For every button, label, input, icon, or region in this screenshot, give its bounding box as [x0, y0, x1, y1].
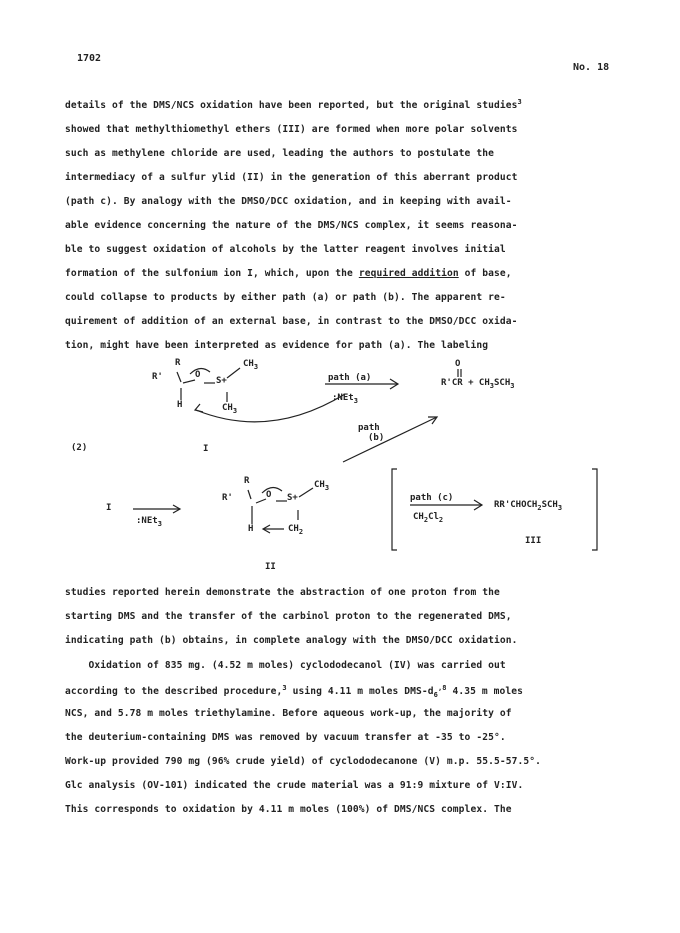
bond	[183, 380, 195, 383]
body-line: quirement of addition of an external base, in contrast to the DMSO/DCC oxida-	[65, 316, 518, 327]
curved-arrow	[262, 487, 282, 493]
right-bracket	[592, 469, 597, 550]
body-line: ble to suggest oxidation of alcohols by the latter reagent involves initial	[65, 244, 506, 255]
body-line: Work-up provided 790 mg (96% crude yield) of cyclododecanone (V) m.p. 55.5-57.5°.	[65, 756, 541, 767]
body-line: the deuterium-containing DMS was removed by vacuum transfer at -35 to -25°.	[65, 732, 506, 743]
body-line: This corresponds to oxidation by 4.11 m moles (100%) of DMS/NCS complex. The	[65, 804, 512, 815]
product-III: $RR'CHOCH_2SCH_3$	[494, 500, 563, 512]
oxygen-label: O	[195, 370, 201, 380]
bond	[256, 499, 266, 503]
methyl-label: $CH_3$	[314, 480, 330, 492]
body-line: could collapse to products by either path (a) or path (b). The apparent re-	[65, 292, 506, 303]
body-line: Oxidation of 835 mg. (4.52 m moles) cyclododecanol (IV) was carried out	[65, 660, 506, 671]
methylene-label: $CH_2$	[288, 524, 304, 536]
body-line: details of the DMS/NCS oxidation have been reported, but the original studies$^3$	[65, 98, 522, 112]
body-line: indicating path (b) obtains, in complete analogy with the DMSO/DCC oxidation.	[65, 635, 518, 646]
solvent-label: $CH_2Cl_2$	[413, 512, 444, 524]
path-b-label: path	[358, 423, 380, 433]
compound-label-I-start: I	[106, 503, 112, 513]
r-prime-label: R'	[222, 493, 233, 503]
body-line: according to the described procedure,$^3$ using 4.11 m moles DMS-$d_6^{,8}$ 4.35 m moles	[65, 684, 524, 700]
methyl-label: $CH_3$	[222, 403, 238, 415]
body-line: such as methylene chloride are used, leading the authors to postulate the	[65, 148, 494, 159]
sulfonium-label: S+	[216, 376, 227, 386]
body-line: (path c). By analogy with the DMSO/DCC oxidation, and in keeping with avail-	[65, 196, 512, 207]
compound-label-II: II	[265, 562, 276, 572]
compound-label-III: III	[525, 536, 542, 546]
body-line: tion, might have been interpreted as evidence for path (a). The labeling	[65, 340, 489, 351]
body-line: Glc analysis (OV-101) indicated the crude material was a 91:9 mixture of V:IV.	[65, 780, 524, 791]
journal-issue: No. 18	[573, 62, 610, 73]
bond	[177, 372, 181, 382]
base-label: :NEt$_3$	[332, 393, 358, 405]
path-c-label: path (c)	[410, 493, 454, 503]
carbonyl-oxygen: O	[455, 359, 461, 369]
sulfonium-label: S+	[287, 493, 298, 503]
bond	[299, 488, 313, 497]
body-line: studies reported herein demonstrate the abstraction of one proton from the	[65, 587, 500, 598]
body-line: starting DMS and the transfer of the carbinol proton to the regenerated DMS,	[65, 611, 512, 622]
compound-label-I: I	[203, 444, 209, 454]
r-label: R	[175, 358, 181, 368]
arrowhead	[195, 404, 203, 412]
hydrogen-label: H	[248, 524, 254, 534]
page-number: 1702	[77, 53, 102, 64]
bond	[227, 368, 240, 378]
footnote-ref: 3	[517, 98, 522, 106]
underlined-phrase: required addition	[358, 268, 459, 279]
methyl-label: $CH_3$	[243, 359, 259, 371]
body-line: intermediacy of a sulfur ylid (II) in the generation of this aberrant product	[65, 172, 518, 183]
hydrogen-label: H	[177, 400, 183, 410]
path-b-letter: (b)	[368, 433, 385, 443]
body-line: NCS, and 5.78 m moles triethylamine. Before aqueous work-up, the majority of	[65, 708, 512, 719]
r-prime-label: R'	[152, 372, 163, 382]
body-line: showed that methylthiomethyl ethers (III) are formed when more polar solvents	[65, 124, 518, 135]
bond	[248, 490, 251, 499]
oxygen-label: O	[266, 490, 272, 500]
body-line: formation of the sulfonium ion I, which, upon the required addition of base,	[65, 268, 512, 279]
left-bracket	[392, 469, 397, 550]
path-a-label: path (a)	[328, 373, 372, 383]
equation-number: (2)	[71, 443, 88, 453]
curved-arrow-large	[196, 394, 345, 422]
body-line: able evidence concerning the nature of the DMS/NCS complex, it seems reasona-	[65, 220, 518, 231]
product-a: $R'CR + CH_3SCH_3$	[441, 378, 515, 390]
r-label: R	[244, 476, 250, 486]
base-label: :NEt$_3$	[136, 516, 162, 528]
